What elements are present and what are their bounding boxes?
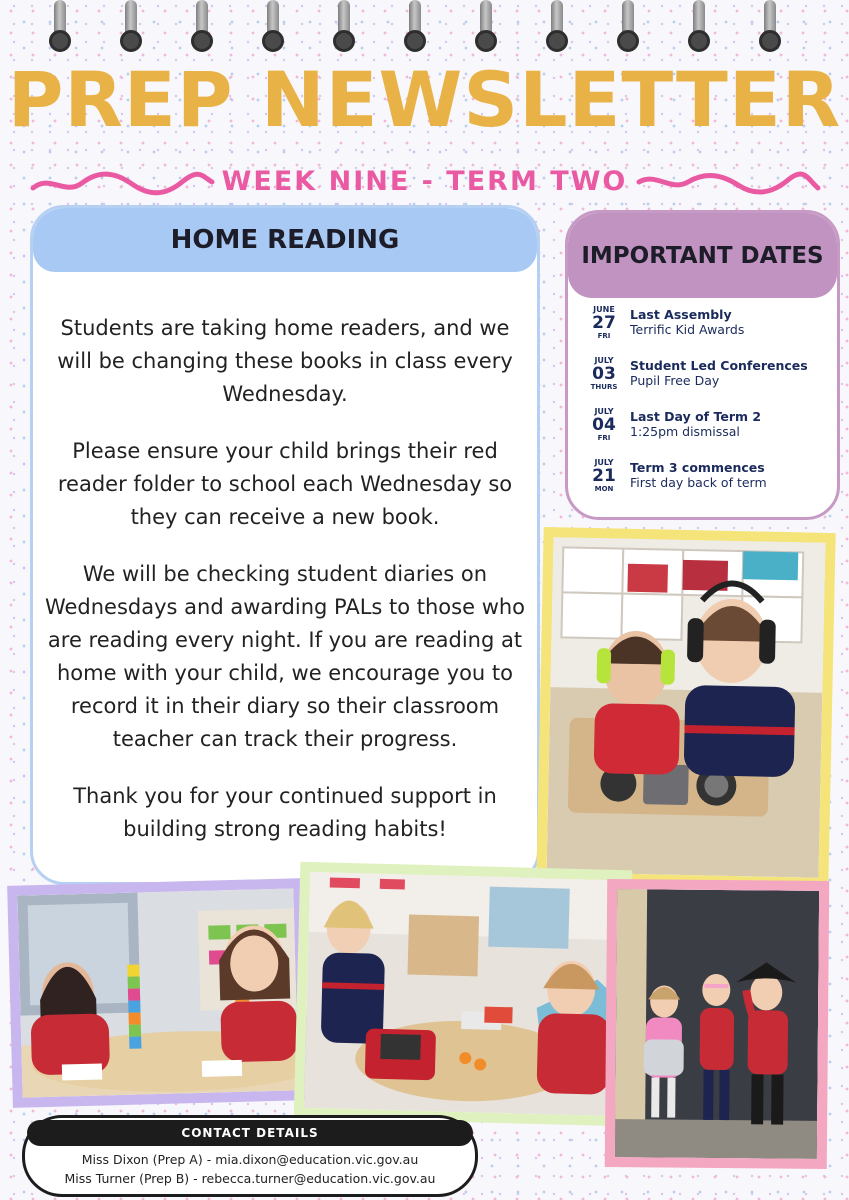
- date-event-title: Last Assembly: [630, 307, 732, 322]
- date-day: 04: [592, 415, 616, 435]
- newsletter-subtitle: WEEK NINE - TERM TWO: [221, 166, 628, 197]
- date-weekday: THURS: [590, 383, 618, 391]
- classroom-photo-image: [304, 872, 622, 1116]
- date-weekday: FRI: [597, 434, 611, 442]
- date-month: JULY: [594, 458, 614, 467]
- date-event-desc: First day back of term: [630, 475, 767, 490]
- home-reading-body: [33, 272, 537, 846]
- important-dates-header: [568, 213, 837, 298]
- home-reading-heading: HOME READING: [170, 225, 400, 255]
- date-month: JULY: [594, 407, 614, 416]
- date-event-title: Last Day of Term 2: [630, 409, 762, 424]
- squiggle-right-decoration: [636, 170, 821, 196]
- contact-details: [22, 1115, 478, 1197]
- date-day: 27: [592, 313, 616, 333]
- date-weekday: FRI: [597, 332, 611, 340]
- date-event-desc: 1:25pm dismissal: [630, 424, 740, 439]
- contact-line-dixon: Miss Dixon (Prep A) - mia.dixon@education.vic.gov.au: [81, 1152, 419, 1167]
- calendar-date-badge: [586, 305, 622, 351]
- date-event-title: Student Led Conferences: [630, 358, 808, 373]
- contact-line-turner: Miss Turner (Prep B) - rebecca.turner@education.vic.gov.au: [64, 1171, 436, 1186]
- date-item: [568, 305, 840, 356]
- newsletter-title: PREP NEWSLETTER: [7, 55, 842, 144]
- date-item: [568, 356, 840, 407]
- date-item: [568, 458, 840, 509]
- date-day: 21: [592, 466, 616, 486]
- calendar-date-badge: [586, 356, 622, 402]
- date-month: JUNE: [593, 305, 615, 314]
- contact-details-heading: CONTACT DETAILS: [27, 1120, 473, 1146]
- date-event-title: Term 3 commences: [630, 460, 765, 475]
- date-weekday: MON: [594, 485, 614, 493]
- calendar-date-badge: [586, 458, 622, 504]
- photo-students-headphones: [536, 527, 835, 888]
- classroom-photo-image: [547, 537, 826, 878]
- reading-paragraph: Thank you for your continued support in building strong reading habits!: [73, 784, 497, 841]
- subtitle-row: [0, 160, 849, 204]
- home-reading-header: [33, 208, 537, 272]
- home-reading-card: [30, 205, 540, 885]
- classroom-photo-image: [17, 888, 298, 1097]
- spiral-binding: [0, 0, 849, 60]
- date-event-desc: Terrific Kid Awards: [630, 322, 745, 337]
- calendar-date-badge: [586, 407, 622, 453]
- photo-students-blocks: [7, 878, 309, 1108]
- photo-students-shop: [294, 862, 633, 1127]
- date-month: JULY: [594, 356, 614, 365]
- photo-students-dress-up: [605, 879, 830, 1169]
- reading-paragraph: Please ensure your child brings their red reader folder to school each Wednesday so they can receive a new book.: [57, 439, 513, 529]
- classroom-photo-image: [615, 889, 819, 1159]
- date-event-desc: Pupil Free Day: [630, 373, 720, 388]
- reading-paragraph: We will be checking student diaries on Wednesdays and awarding PALs to those who are reading every night. If you are reading at home with your child, we encourage you to record it in their diary so their classroom teacher can track their progress.: [44, 562, 526, 751]
- date-day: 03: [592, 364, 616, 384]
- important-dates-card: [565, 210, 840, 520]
- date-item: [568, 407, 840, 458]
- important-dates-heading: IMPORTANT DATES: [581, 242, 824, 269]
- important-dates-list: [568, 305, 840, 509]
- reading-paragraph: Students are taking home readers, and we will be changing these books in class every Wednesday.: [57, 316, 513, 406]
